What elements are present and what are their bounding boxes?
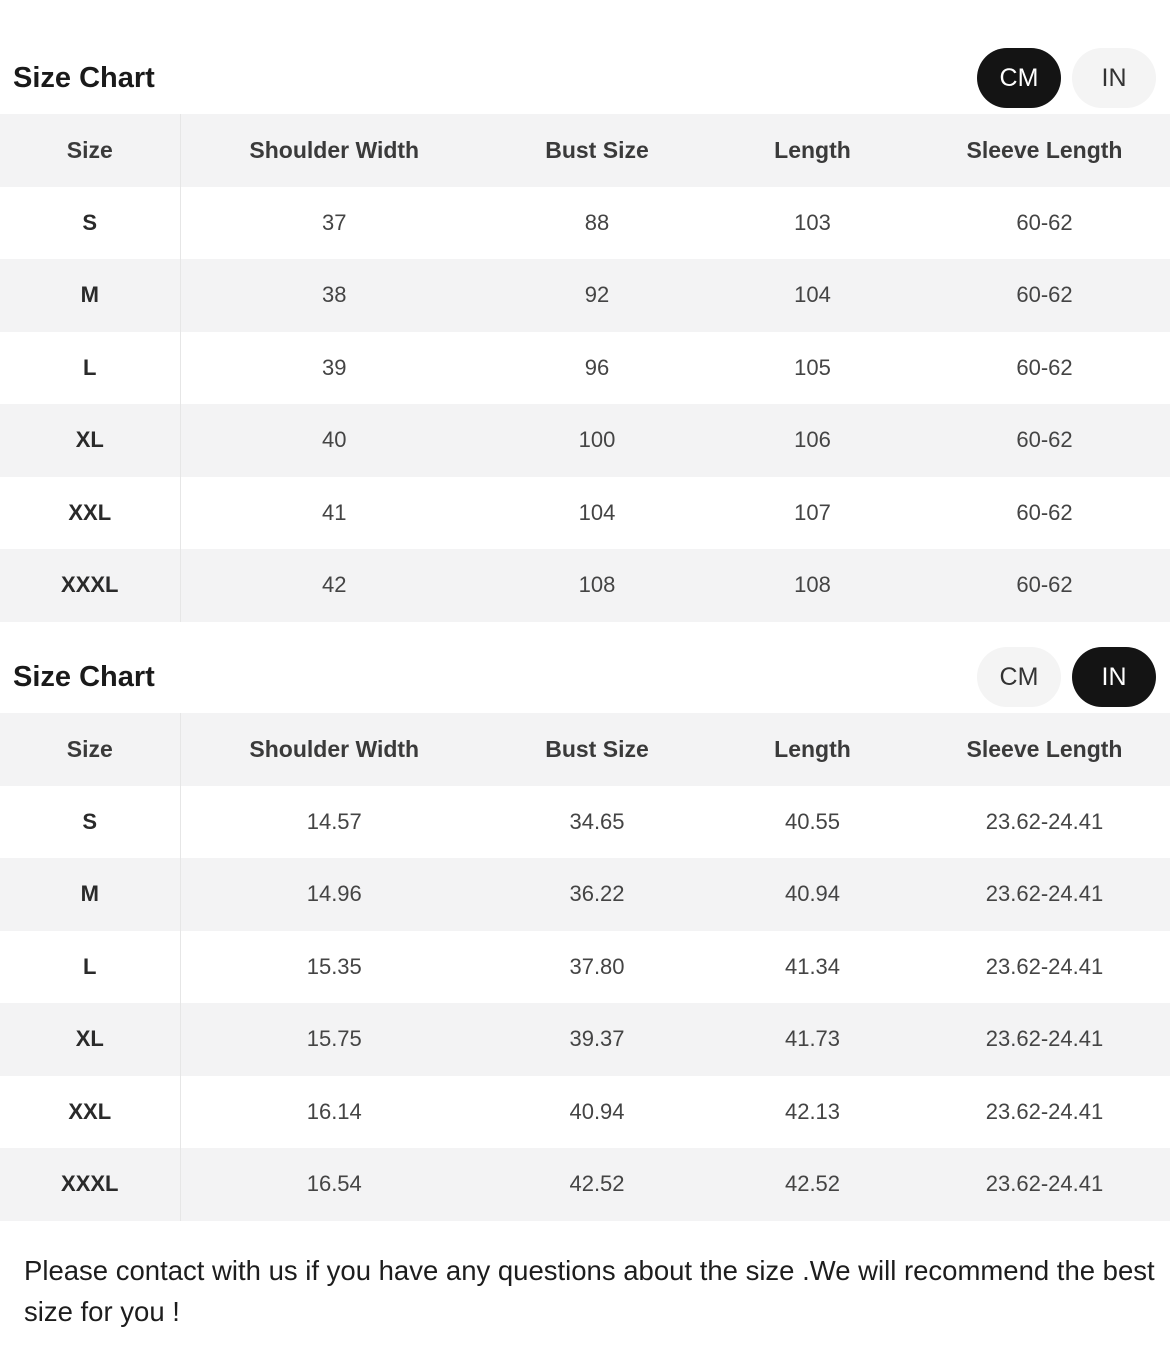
table-cell: 100	[488, 404, 706, 477]
table-row	[0, 858, 1170, 931]
table-cell: 108	[706, 549, 919, 622]
column-header: Sleeve Length	[919, 713, 1170, 786]
table-cell: 36.22	[488, 858, 706, 931]
size-table	[0, 114, 1170, 622]
table-cell: 42.52	[706, 1148, 919, 1221]
table-cell: 60-62	[919, 477, 1170, 550]
table-row	[0, 549, 1170, 622]
size-cell: L	[0, 931, 180, 1004]
column-header: Shoulder Width	[180, 713, 488, 786]
table-cell: 23.62-24.41	[919, 786, 1170, 859]
size-cell: XXXL	[0, 1148, 180, 1221]
table-row	[0, 1003, 1170, 1076]
section-title: Size Chart	[13, 661, 155, 693]
table-cell: 108	[488, 549, 706, 622]
size-cell: M	[0, 858, 180, 931]
table-cell: 15.35	[180, 931, 488, 1004]
table-row	[0, 931, 1170, 1004]
section-title: Size Chart	[13, 62, 155, 94]
table-cell: 37	[180, 187, 488, 260]
table-cell: 107	[706, 477, 919, 550]
section-header	[0, 643, 1170, 713]
size-cell: XXXL	[0, 549, 180, 622]
size-cell: XL	[0, 1003, 180, 1076]
table-row	[0, 404, 1170, 477]
table-cell: 105	[706, 332, 919, 405]
table-cell: 40.94	[488, 1076, 706, 1149]
table-cell: 16.14	[180, 1076, 488, 1149]
section-header	[0, 44, 1170, 114]
table-cell: 40.94	[706, 858, 919, 931]
size-chart-cm-section	[0, 44, 1170, 622]
table-cell: 60-62	[919, 259, 1170, 332]
table-cell: 42.13	[706, 1076, 919, 1149]
table-cell: 23.62-24.41	[919, 1076, 1170, 1149]
in-toggle-button[interactable]: IN	[1072, 48, 1156, 108]
table-cell: 104	[488, 477, 706, 550]
size-cell: XXL	[0, 1076, 180, 1149]
size-cell: S	[0, 187, 180, 260]
table-cell: 40	[180, 404, 488, 477]
table-cell: 23.62-24.41	[919, 1148, 1170, 1221]
table-cell: 14.57	[180, 786, 488, 859]
column-header: Length	[706, 114, 919, 187]
table-cell: 40.55	[706, 786, 919, 859]
table-cell: 60-62	[919, 187, 1170, 260]
table-row	[0, 1076, 1170, 1149]
table-cell: 41	[180, 477, 488, 550]
column-header: Bust Size	[488, 713, 706, 786]
in-toggle-button[interactable]: IN	[1072, 647, 1156, 707]
table-row	[0, 786, 1170, 859]
table-cell: 104	[706, 259, 919, 332]
table-header-row	[0, 114, 1170, 187]
table-row	[0, 259, 1170, 332]
table-cell: 42	[180, 549, 488, 622]
table-cell: 106	[706, 404, 919, 477]
table-row	[0, 1148, 1170, 1221]
table-cell: 96	[488, 332, 706, 405]
table-cell: 37.80	[488, 931, 706, 1004]
table-cell: 60-62	[919, 332, 1170, 405]
column-header: Shoulder Width	[180, 114, 488, 187]
contact-footnote: Please contact with us if you have any questions about the size .We will recommend the best size for you !	[24, 1255, 1155, 1327]
table-cell: 23.62-24.41	[919, 1003, 1170, 1076]
table-row	[0, 332, 1170, 405]
table-cell: 42.52	[488, 1148, 706, 1221]
table-cell: 39	[180, 332, 488, 405]
table-cell: 41.73	[706, 1003, 919, 1076]
size-cell: M	[0, 259, 180, 332]
table-cell: 15.75	[180, 1003, 488, 1076]
table-cell: 60-62	[919, 549, 1170, 622]
size-cell: L	[0, 332, 180, 405]
size-cell: S	[0, 786, 180, 859]
table-cell: 38	[180, 259, 488, 332]
column-header: Size	[0, 713, 180, 786]
table-cell: 60-62	[919, 404, 1170, 477]
column-header: Length	[706, 713, 919, 786]
table-cell: 39.37	[488, 1003, 706, 1076]
table-cell: 103	[706, 187, 919, 260]
table-cell: 23.62-24.41	[919, 858, 1170, 931]
cm-toggle-button[interactable]: CM	[977, 48, 1061, 108]
table-row	[0, 477, 1170, 550]
table-cell: 41.34	[706, 931, 919, 1004]
table-cell: 34.65	[488, 786, 706, 859]
table-cell: 16.54	[180, 1148, 488, 1221]
column-header: Size	[0, 114, 180, 187]
cm-toggle-button[interactable]: CM	[977, 647, 1061, 707]
table-header-row	[0, 713, 1170, 786]
size-cell: XXL	[0, 477, 180, 550]
table-row	[0, 187, 1170, 260]
table-cell: 23.62-24.41	[919, 931, 1170, 1004]
table-cell: 88	[488, 187, 706, 260]
table-cell: 14.96	[180, 858, 488, 931]
size-table	[0, 713, 1170, 1221]
table-cell: 92	[488, 259, 706, 332]
size-chart-in-section	[0, 643, 1170, 1221]
size-cell: XL	[0, 404, 180, 477]
column-header: Bust Size	[488, 114, 706, 187]
column-header: Sleeve Length	[919, 114, 1170, 187]
